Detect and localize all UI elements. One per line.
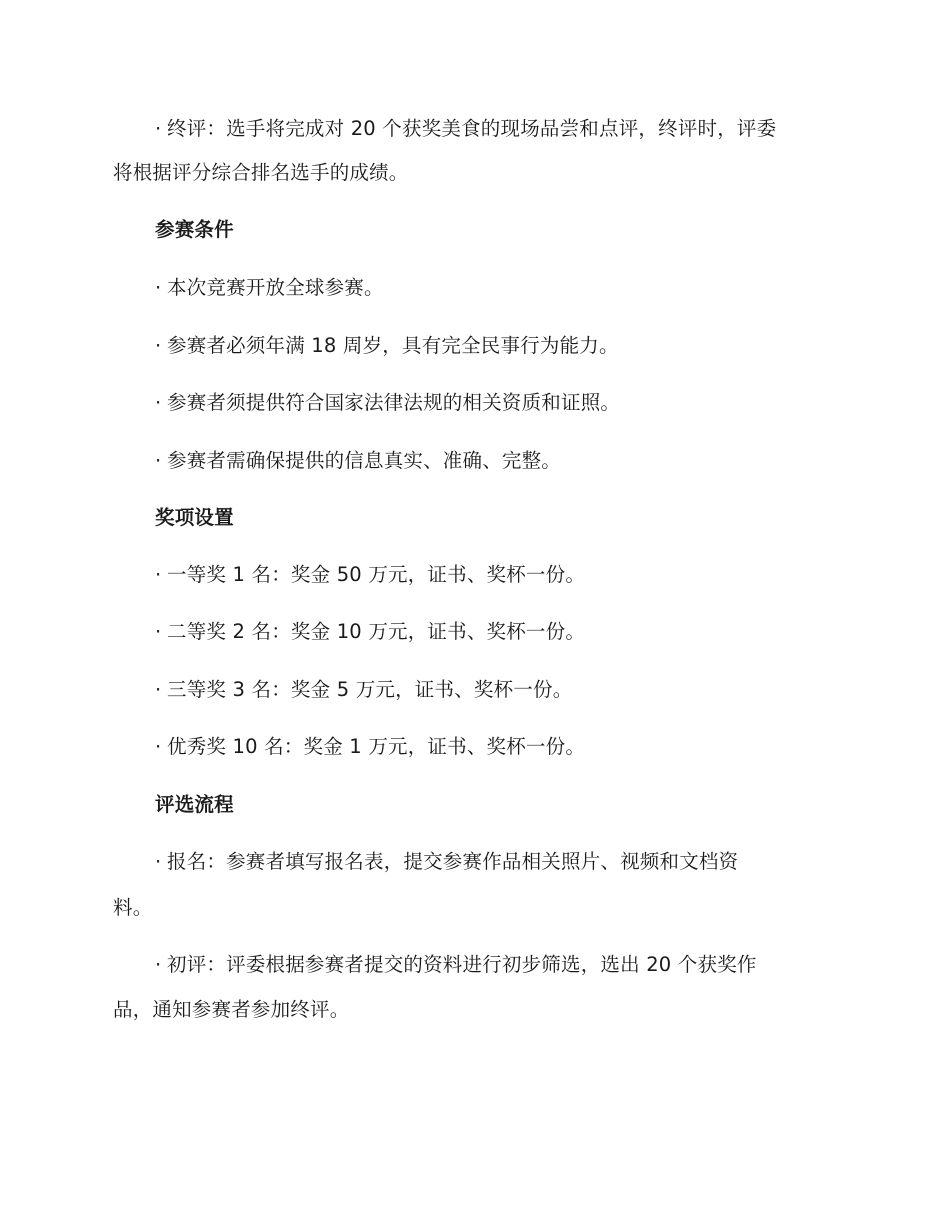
list-item [155,561,880,589]
list-item [155,733,880,761]
list-item [155,274,880,302]
bullet-marker: · [155,678,162,701]
list-item [155,447,880,475]
award-text: 一等奖 1 名：奖金 50 万元，证书、奖杯一份。 [167,563,586,586]
final-review-line-1 [155,115,880,143]
bullet-marker: · [155,563,162,586]
condition-text: 本次竞赛开放全球参赛。 [167,276,384,299]
list-item [155,618,880,646]
bullet-marker: · [155,850,162,873]
registration-line-2: 料。 [113,896,153,919]
condition-text: 参赛者必须年满 18 周岁，具有完全民事行为能力。 [167,334,619,357]
bullet-marker: · [155,449,162,472]
list-item [155,389,880,417]
preliminary-text-1: 初评：评委根据参赛者提交的资料进行初步筛选，选出 20 个获奖作 [167,953,757,976]
list-item [155,676,880,704]
condition-text: 参赛者须提供符合国家法律法规的相关资质和证照。 [167,391,621,414]
final-review-text-1: 终评：选手将完成对 20 个获奖美食的现场品尝和点评，终评时，评委 [167,117,777,140]
preliminary-line-1 [155,951,880,979]
bullet-marker: · [155,391,162,414]
final-review-line-2: 将根据评分综合排名选手的成绩。 [113,161,409,184]
section-heading-conditions: 参赛条件 [155,218,234,241]
bullet-marker: · [155,117,162,140]
section-heading-awards: 奖项设置 [155,506,234,529]
section-heading-process: 评选流程 [155,793,234,816]
award-text: 二等奖 2 名：奖金 10 万元，证书、奖杯一份。 [167,620,586,643]
registration-line-1 [155,848,880,876]
bullet-marker: · [155,735,162,758]
list-item [155,332,880,360]
condition-text: 参赛者需确保提供的信息真实、准确、完整。 [167,449,562,472]
registration-text-1: 报名：参赛者填写报名表，提交参赛作品相关照片、视频和文档资 [167,850,739,873]
preliminary-line-2: 品，通知参赛者参加终评。 [113,998,350,1021]
bullet-marker: · [155,953,162,976]
bullet-marker: · [155,620,162,643]
bullet-marker: · [155,334,162,357]
award-text: 三等奖 3 名：奖金 5 万元，证书、奖杯一份。 [167,678,573,701]
bullet-marker: · [155,276,162,299]
award-text: 优秀奖 10 名：奖金 1 万元，证书、奖杯一份。 [167,735,586,758]
